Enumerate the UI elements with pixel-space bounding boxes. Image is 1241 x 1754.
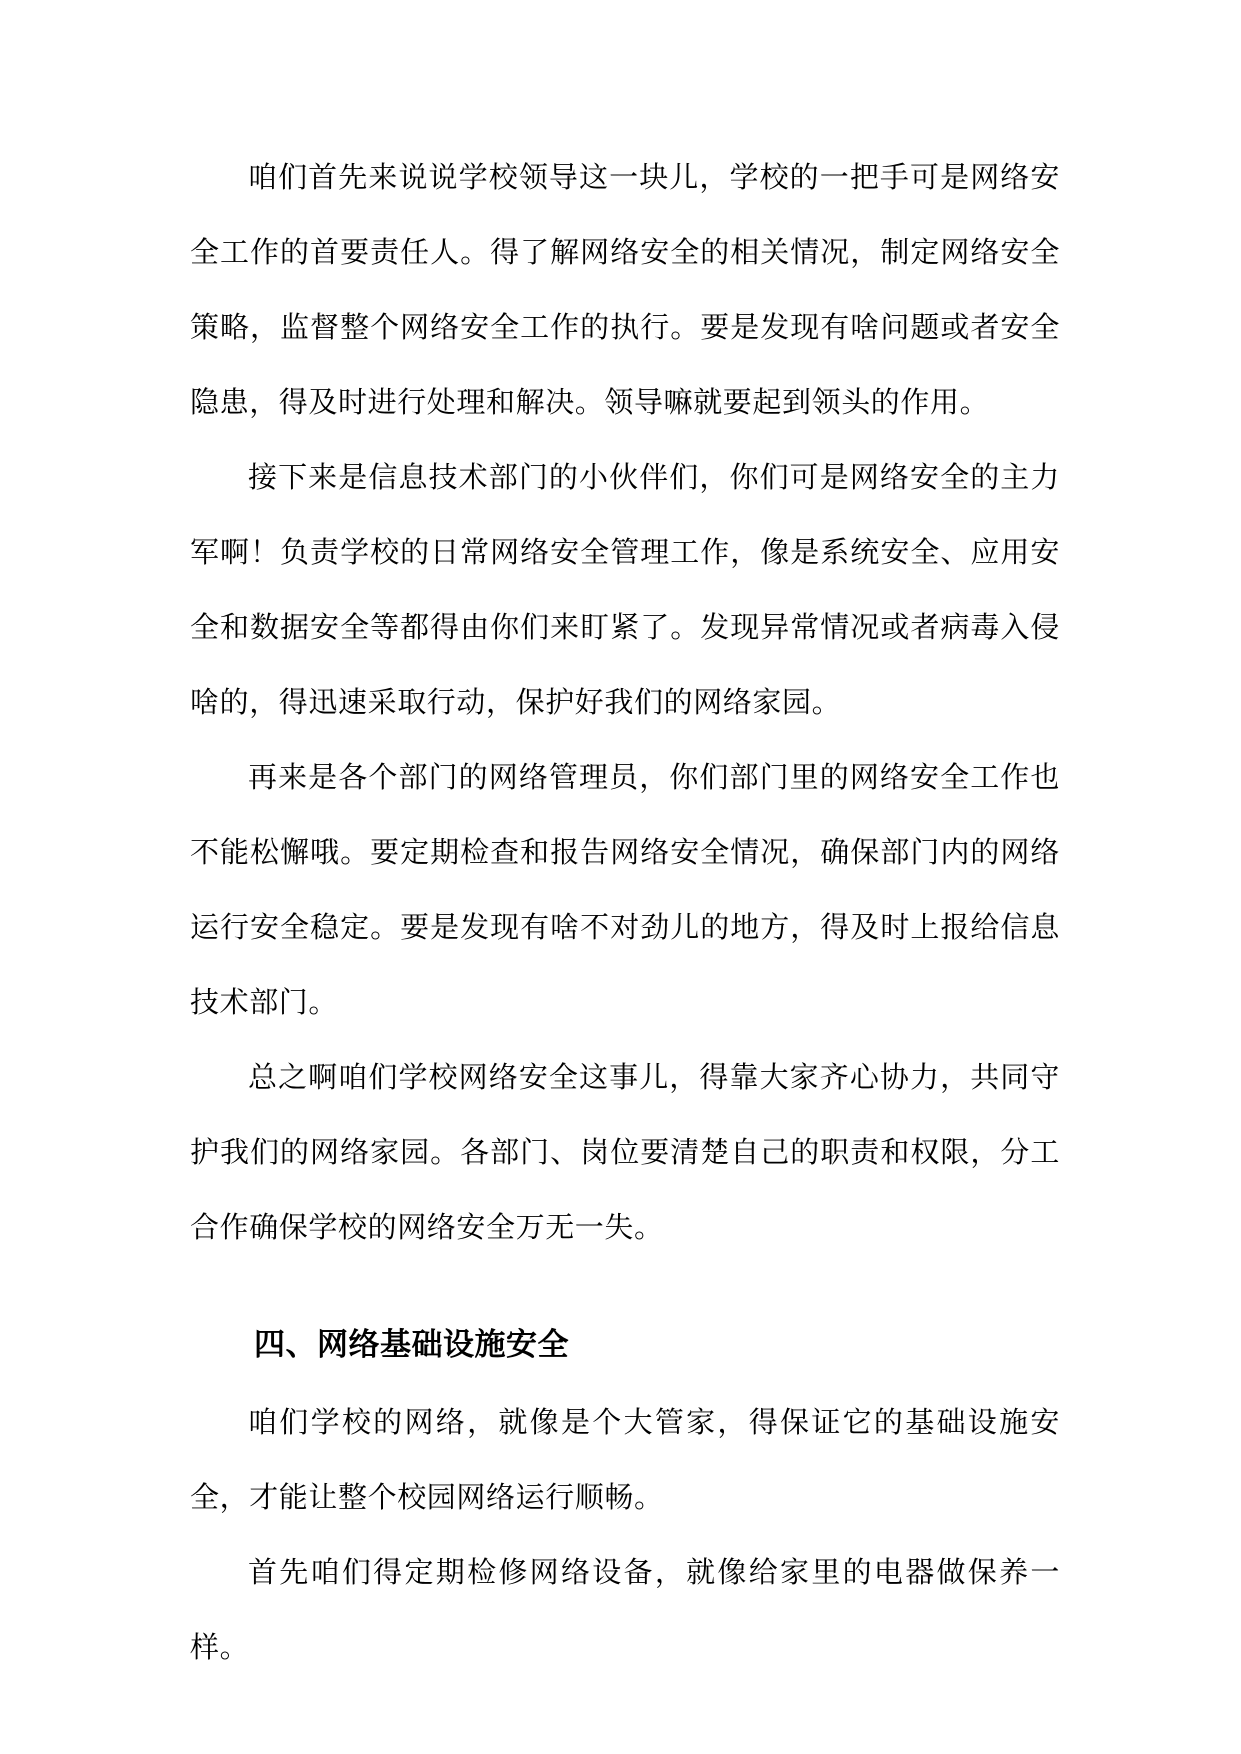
paragraph-network-admins: 再来是各个部门的网络管理员，你们部门里的网络安全工作也不能松懈哦。要定期检查和报告网络安全情况，确保部门内的网络运行安全稳定。要是发现有啥不对劲儿的地方，得及时上报给信息技术部门。 — [190, 760, 1060, 1019]
paragraph-infrastructure-intro: 咱们学校的网络，就像是个大管家，得保证它的基础设施安全，才能让整个校园网络运行顺畅。 — [190, 1405, 1060, 1514]
paragraph-it-department: 接下来是信息技术部门的小伙伴们，你们可是网络安全的主力军啊！负责学校的日常网络安全管理工作，像是系统安全、应用安全和数据安全等都得由你们来盯紧了。发现异常情况或者病毒入侵啥的，得迅速采取行动，保护好我们的网络家园。 — [190, 460, 1060, 719]
paragraph-device-maintenance: 首先咱们得定期检修网络设备，就像给家里的电器做保养一样。 — [190, 1555, 1060, 1664]
paragraph-summary: 总之啊咱们学校网络安全这事儿，得靠大家齐心协力，共同守护我们的网络家园。各部门、岗位要清楚自己的职责和权限，分工合作确保学校的网络安全万无一失。 — [190, 1060, 1060, 1244]
section-heading: 四、网络基础设施安全 — [254, 1327, 569, 1363]
paragraph-school-leaders: 咱们首先来说说学校领导这一块儿，学校的一把手可是网络安全工作的首要责任人。得了解网络安全的相关情况，制定网络安全策略，监督整个网络安全工作的执行。要是发现有啥问题或者安全隐患，得及时进行处理和解决。领导嘛就要起到领头的作用。 — [190, 160, 1060, 419]
document-body — [190, 140, 1060, 1685]
